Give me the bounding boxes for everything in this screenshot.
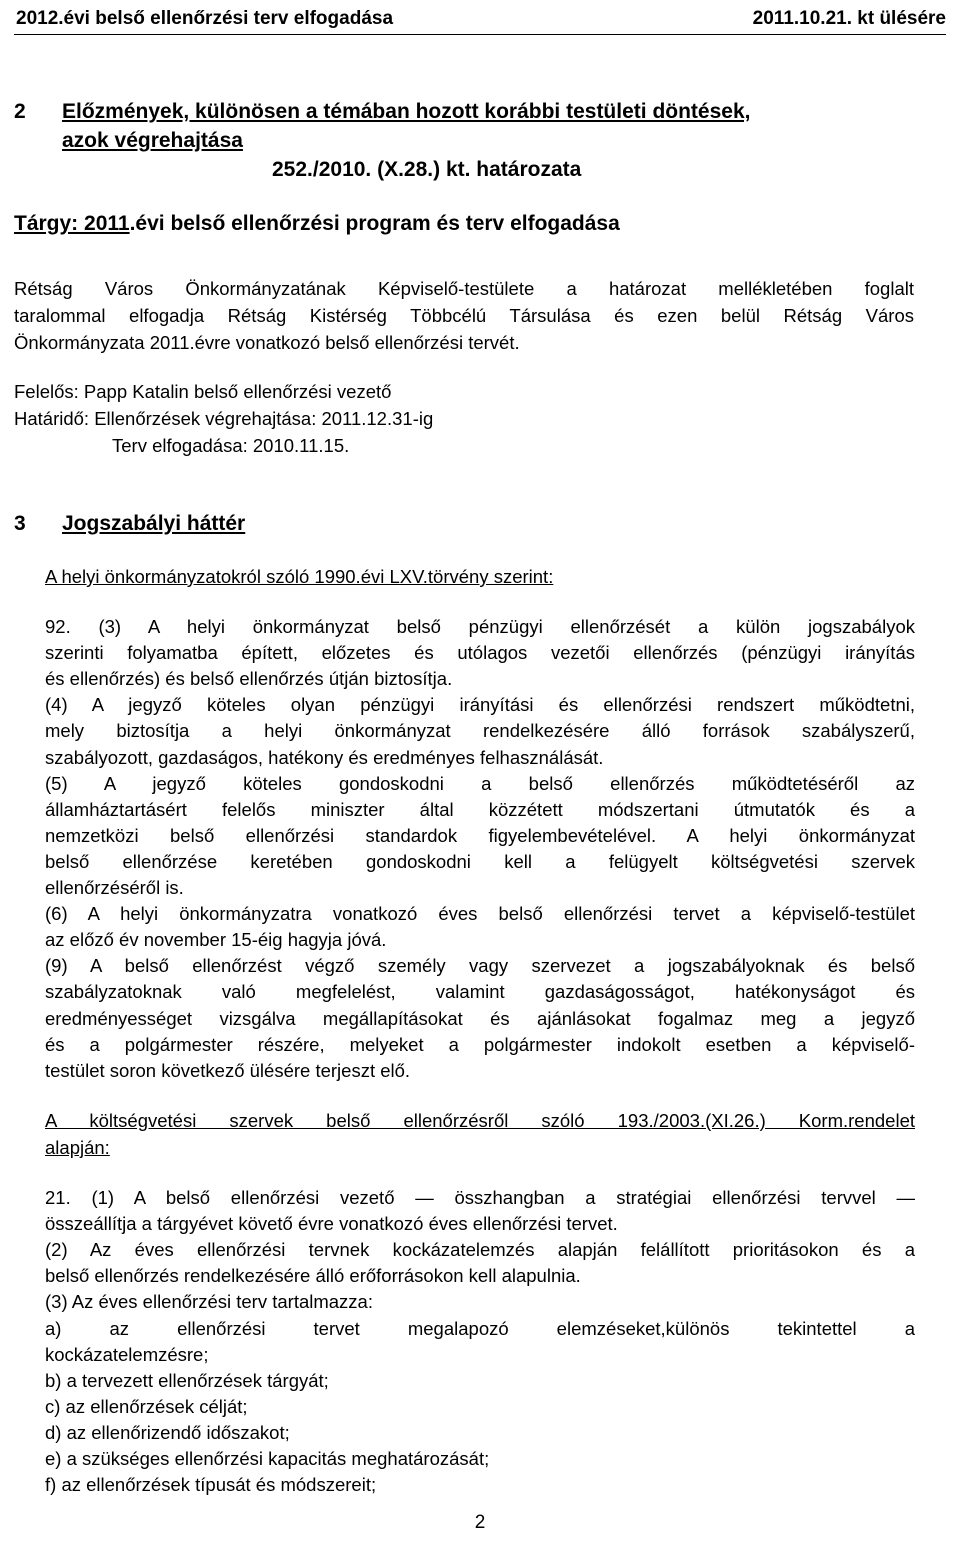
page-number: 2 [474, 1512, 486, 1533]
paragraph-92-line: mely biztosítja a helyi önkormányzat rendelkezésére álló források szabályszerű, [45, 720, 915, 742]
paragraph-21-line: a) az ellenőrzési tervet megalapozó elemzéseket,különös tekintettel a [45, 1317, 915, 1339]
section-2-number: 2 [14, 100, 26, 123]
header-date: 2011.10.21. kt ülésére [752, 8, 946, 29]
law-reference: A helyi önkormányzatokról szóló 1990.évi LXV.törvény szerint: [45, 566, 554, 587]
paragraph-21-line: 21. (1) A belső ellenőrzési vezető — összhangban a stratégiai ellenőrzési tervvel — [45, 1187, 915, 1208]
subject-text: .évi belső ellenőrzési program és terv elfogadása [129, 212, 620, 235]
paragraph-92-line: és a polgármester részére, melyeket a polgármester indokolt esetben a képviselő- [45, 1033, 915, 1055]
paragraph-92-line: és ellenőrzés) és belső ellenőrzés útján biztosítja. [45, 668, 453, 690]
paragraph-92-line: 92. (3) A helyi önkormányzat belső pénzügyi ellenőrzését a külön jogszabályok [45, 616, 915, 637]
deadline-approval: Terv elfogadása: 2010.11.15. [112, 435, 350, 456]
paragraph-92-line: belső ellenőrzése keretében gondoskodni kell a felügyelt költségvetési szervek [45, 850, 915, 872]
paragraph-21-line: e) a szükséges ellenőrzési kapacitás meghatározását; [45, 1448, 490, 1469]
paragraph-21-line: belső ellenőrzés rendelkezésére álló erőforrásokon kell alapulnia. [45, 1265, 581, 1287]
header-title: 2012.évi belső ellenőrzési terv elfogadása [16, 8, 394, 29]
paragraph-21-line: d) az ellenőrizendő időszakot; [45, 1421, 290, 1443]
section-3-title: Jogszabályi háttér [62, 512, 246, 535]
deadline-execution: Határidő: Ellenőrzések végrehajtása: 2011.12.31-ig [14, 408, 434, 429]
paragraph-92-line: (4) A jegyző köteles olyan pénzügyi irányítási és ellenőrzési rendszert működtetni, [45, 694, 915, 716]
responsible-person: Felelős: Papp Katalin belső ellenőrzési vezető [14, 381, 392, 402]
resolution-body-line-3: Önkormányzata 2011.évre vonatkozó belső ellenőrzési tervét. [14, 332, 520, 353]
paragraph-21-line: c) az ellenőrzések célját; [45, 1395, 248, 1417]
paragraph-92-line: az előző év november 15-éig hagyja jóvá. [45, 929, 387, 951]
subject-label: Tárgy: 2011 [14, 212, 130, 235]
government-decree-reference: A költségvetési szervek belső ellenőrzésről szóló 193./2003.(XI.26.) Korm.rendelet [45, 1110, 915, 1131]
paragraph-92-line: szabályzatoknak való megfelelést, valamint gazdaságosságot, hatékonyságot és [45, 981, 915, 1003]
paragraph-92-line: eredményességet vizsgálva megállapításokat és ajánlásokat fogalmaz meg a jegyző [45, 1007, 915, 1029]
paragraph-21-line: összeállítja a tárgyévet követő évre vonatkozó éves ellenőrzési tervet. [45, 1213, 618, 1235]
resolution-body-line-2: taralommal elfogadja Rétság Kistérség Többcélú Társulása és ezen belül Rétság Város [14, 305, 914, 326]
resolution-body-line-1: Rétság Város Önkormányzatának Képviselő-testülete a határozat mellékletében foglalt [14, 278, 914, 299]
paragraph-92-line: (9) A belső ellenőrzést végző személy vagy szervezet a jogszabályoknak és belső [45, 955, 915, 977]
paragraph-92-line: szerinti folyamatba épített, előzetes és utólagos vezetői ellenőrzés (pénzügyi irányítás [45, 642, 915, 664]
paragraph-21-line: (3) Az éves ellenőrzési terv tartalmazza: [45, 1291, 373, 1313]
paragraph-92-line: (5) A jegyző köteles gondoskodni a belső ellenőrzés működtetéséről az [45, 772, 915, 794]
section-2-title-line2: azok végrehajtása [62, 129, 243, 152]
subject-line [14, 212, 620, 236]
paragraph-92-line: ellenőrzéséről is. [45, 877, 184, 898]
section-2-title-line1: Előzmények, különösen a témában hozott korábbi testületi döntések, [62, 100, 751, 123]
paragraph-21-line: (2) Az éves ellenőrzési tervnek kockázatelemzés alapján felállított prioritásokon és a [45, 1239, 915, 1261]
resolution-number: 252./2010. (X.28.) kt. határozata [272, 158, 582, 181]
paragraph-92-line: államháztartásért felelős miniszter által közzétett módszertani útmutatók és a [45, 798, 915, 820]
paragraph-92-line: nemzetközi belső ellenőrzési standardok figyelembevételével. A helyi önkormányzat [45, 824, 915, 846]
paragraph-92-line: testület soron következő ülésére terjeszt elő. [45, 1059, 411, 1081]
paragraph-21-line: f) az ellenőrzések típusát és módszereit; [45, 1474, 377, 1496]
government-decree-reference-cont: alapján: [45, 1137, 110, 1158]
paragraph-21-line: b) a tervezett ellenőrzések tárgyát; [45, 1369, 329, 1391]
section-3-number: 3 [14, 512, 26, 535]
paragraph-92-line: szabályozott, gazdaságos, hatékony és eredményes felhasználását. [45, 746, 604, 768]
page-header [14, 6, 946, 35]
paragraph-92-line: (6) A helyi önkormányzatra vonatkozó éves belső ellenőrzési tervet a képviselő-testület [45, 903, 915, 925]
paragraph-21-line: kockázatelemzésre; [45, 1343, 209, 1365]
